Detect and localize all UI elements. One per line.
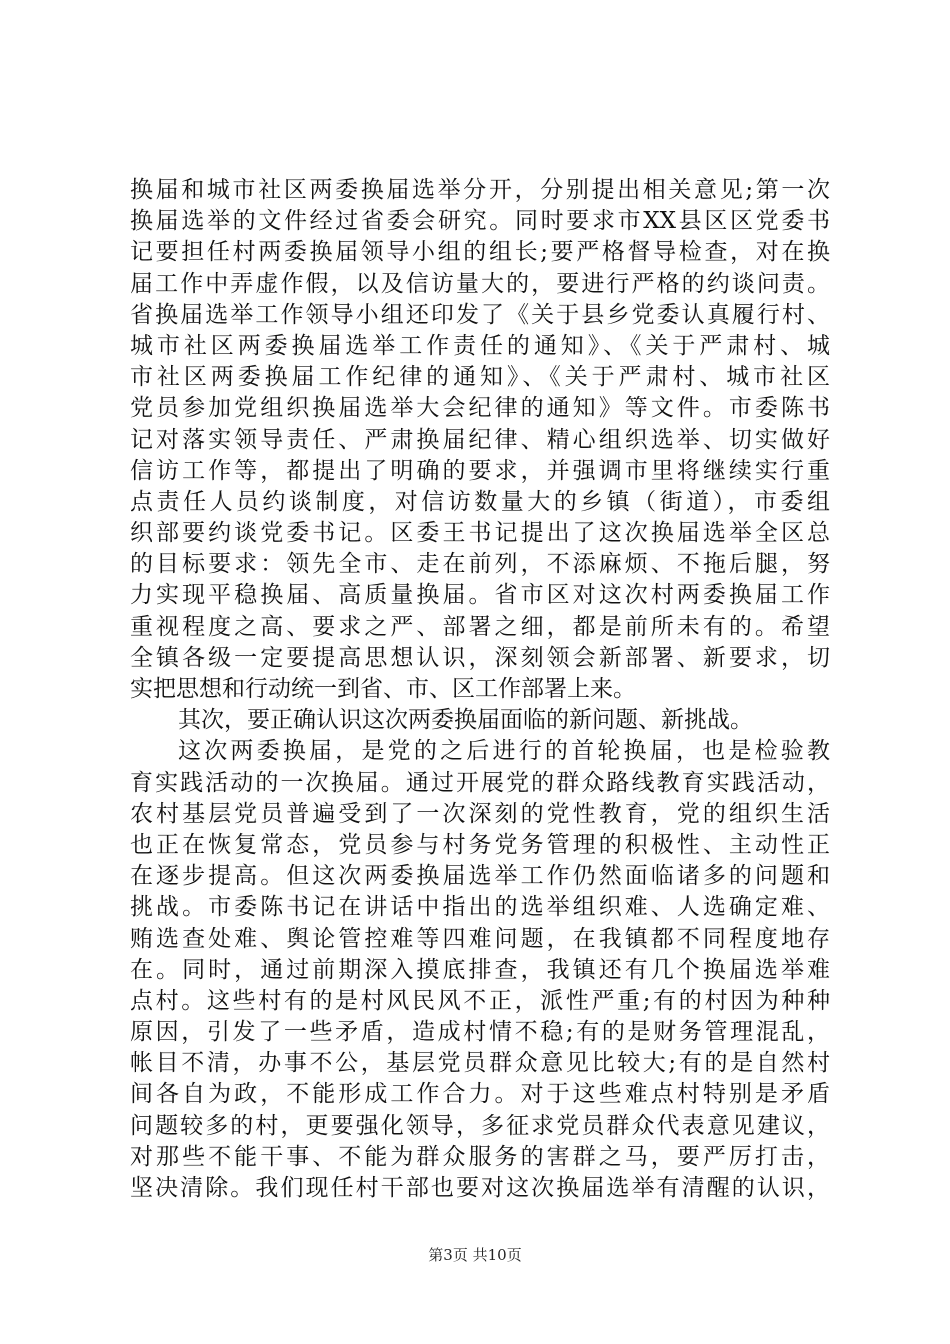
page-number-label: 第3页 共10页: [428, 1246, 522, 1264]
text-line: 的目标要求：领先全市、走在前列，不添麻烦、不拖后腿，努: [130, 551, 830, 578]
text-line: 点村。这些村有的是村风民风不正，派性严重;有的村因为种种: [130, 987, 830, 1014]
text-line: 记要担任村两委换届领导小组的组长;要严格督导检查，对在换: [130, 239, 830, 266]
text-line: 重视程度之高、要求之严、部署之细，都是前所未有的。希望: [130, 613, 830, 640]
text-line: 挑战。市委陈书记在讲话中指出的选举组织难、人选确定难、: [130, 894, 830, 921]
text-line: 育实践活动的一次换届。通过开展党的群众路线教育实践活动，: [130, 769, 830, 796]
text-line: 换届和城市社区两委换届选举分开，分别提出相关意见;第一次: [130, 177, 830, 203]
text-line-paragraph-end: 实把思想和行动统一到省、市、区工作部署上来。: [130, 676, 636, 702]
page-footer: [0, 1244, 950, 1265]
text-line: 在。同时，通过前期深入摸底排查，我镇还有几个换届选举难: [130, 956, 830, 983]
text-line-paragraph-start: 这次两委换届，是党的之后进行的首轮换届，也是检验教: [178, 738, 830, 765]
text-line: 在逐步提高。但这次两委换届选举工作仍然面临诸多的问题和: [130, 863, 830, 890]
text-line: 对那些不能干事、不能为群众服务的害群之马，要严厉打击，: [130, 1143, 830, 1170]
text-line: 城市社区两委换届选举工作责任的通知》、《关于严肃村、城: [130, 332, 830, 359]
text-line: 原因，引发了一些矛盾，造成村情不稳;有的是财务管理混乱，: [130, 1019, 830, 1046]
text-line: 贿选查处难、舆论管控难等四难问题，在我镇都不同程度地存: [130, 925, 830, 952]
text-line: 换届选举的文件经过省委会研究。同时要求市XX县区区党委书: [130, 208, 830, 235]
text-line: 织部要约谈党委书记。区委王书记提出了这次换届选举全区总: [130, 520, 830, 547]
text-line: 记对落实领导责任、严肃换届纪律、精心组织选举、切实做好: [130, 426, 830, 453]
text-line: 问题较多的村，更要强化领导，多征求党员群众代表意见建议，: [130, 1112, 830, 1139]
text-line: 信访工作等，都提出了明确的要求，并强调市里将继续实行重: [130, 457, 830, 484]
text-line: 省换届选举工作领导小组还印发了《关于县乡党委认真履行村、: [130, 301, 830, 328]
text-line: 帐目不清，办事不公，基层党员群众意见比较大;有的是自然村: [130, 1050, 830, 1077]
text-line: 间各自为政，不能形成工作合力。对于这些难点村特别是矛盾: [130, 1081, 830, 1108]
text-line: 届工作中弄虚作假，以及信访量大的，要进行严格的约谈问责。: [130, 270, 830, 297]
text-line: 也正在恢复常态，党员参与村务党务管理的积极性、主动性正: [130, 831, 830, 858]
document-body: [130, 175, 830, 1204]
text-line-section-heading: 其次，要正确认识这次两委换届面临的新问题、新挑战。: [178, 707, 753, 734]
text-line: 坚决清除。我们现任村干部也要对这次换届选举有清醒的认识，: [130, 1175, 830, 1201]
text-line: 点责任人员约谈制度，对信访数量大的乡镇（街道），市委组: [130, 488, 830, 515]
text-line: 全镇各级一定要提高思想认识，深刻领会新部署、新要求，切: [130, 644, 830, 671]
text-line: 力实现平稳换届、高质量换届。省市区对这次村两委换届工作: [130, 582, 830, 609]
text-line: 市社区两委换届工作纪律的通知》、《关于严肃村、城市社区: [130, 364, 830, 391]
text-line: 农村基层党员普遍受到了一次深刻的党性教育，党的组织生活: [130, 800, 830, 827]
text-line: 党员参加党组织换届选举大会纪律的通知》等文件。市委陈书: [130, 395, 830, 422]
